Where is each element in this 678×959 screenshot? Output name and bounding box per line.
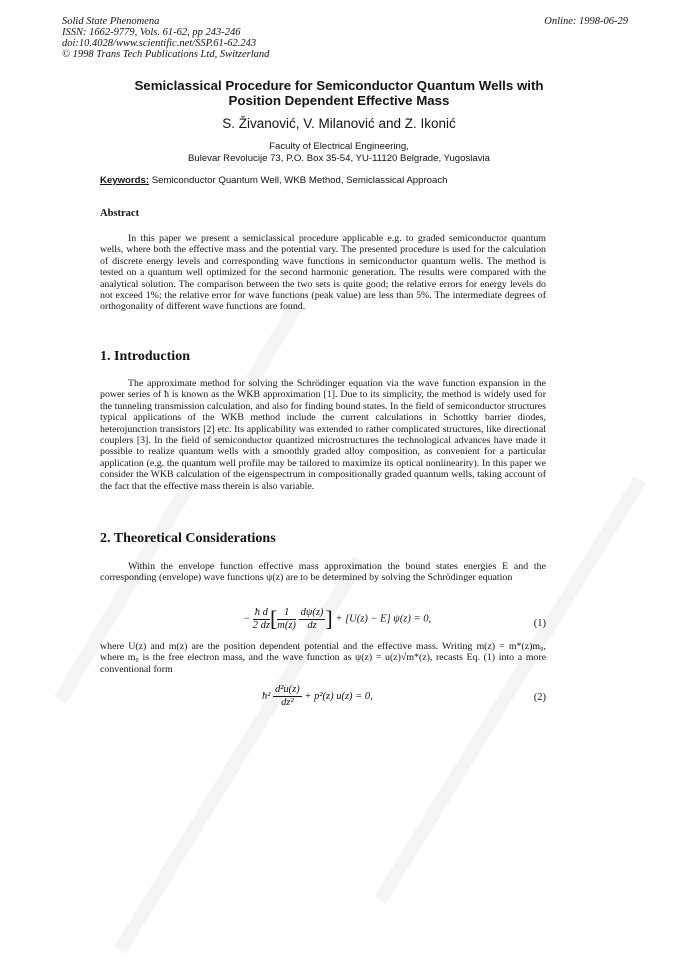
eq2-frac [273, 684, 302, 709]
keywords-text: Semiconductor Quantum Well, WKB Method, Semiclassical Approach [149, 175, 448, 186]
eq1-dpsi: dψ(z) [300, 606, 324, 618]
eq1-one: 1 [277, 607, 296, 620]
eq2-denominator: dz² [281, 697, 294, 708]
eq1-bracket-open: [ [269, 606, 278, 631]
equation-2 [262, 684, 373, 709]
eq1-frac-dpsi [299, 607, 326, 632]
issn-line: ISSN: 1662-9779, Vols. 61-62, pp 243-246 [62, 27, 241, 38]
section-1-heading: 1. Introduction [100, 349, 190, 364]
journal-header [62, 16, 269, 60]
section-2-text: Within the envelope function effective mass approximation the bound states energies E and the corresponding (envelope) wave functions ψ(z) are to be determined by solving the Schrödinger equation [100, 561, 546, 584]
affiliation-line-1: Faculty of Electrical Engineering, [269, 141, 409, 152]
eq1-frac-1m [277, 607, 296, 632]
keywords [100, 175, 447, 186]
abstract-heading: Abstract [100, 208, 140, 219]
section-1-text: The approximate method for solving the Schrödinger equation via the wave function expansion in the power series of ħ is known as the WKB approximation [1]. Due to its simplicity, the method is widely used for the tunneling transmission calculation, and also for finding bound states. In the field of semiconductor structures typical applications of the WKB method include the current calculations in Schottky barrier diodes, heterojunction transistors [2] etc. Its applicability was extended to rather complicated structures, like directional couplers [3]. In the field of semiconductor quantized microstructures the technological advances have made it possible to realize quantum wells with a smoothly graded alloy composition, as convenient for a particular application (e.g. the quantum well profile may be tailored to maximize its optical nonlinearity). In this paper we consider the WKB calculation of the eigenspectrum in compositionally graded quantum wells, taking account of the fact that the effective mass therein is also variable. [100, 378, 546, 492]
equation-1-number: (1) [533, 618, 546, 629]
eq1-frac-hd [253, 607, 270, 632]
doi-line: doi:10.4028/www.scientific.net/SSP.61-62.243 [62, 38, 257, 49]
title-line-1: Semiclassical Procedure for Semiconductor Quantum Wells with [134, 78, 544, 93]
eq2-hbar-squared: ħ² [262, 690, 271, 702]
copyright-line: © 1998 Trans Tech Publications Ltd, Switzerland [62, 49, 270, 60]
eq1-bracket-close: ] [325, 606, 333, 631]
abstract-text: In this paper we present a semiclassical procedure applicable e.g. to graded semiconductor quantum wells, where both the effective mass and the potential vary. The presented procedure is used for the calculation of discrete energy levels and corresponding wave functions in semiconductor quantum wells. The method is tested on a quantum well optimized for the second harmonic generation. The results were compared with the analytical solution. The comparison between the two sets is quite good; the relative errors for energy levels do not exceed 1%; the relative error for wave functions (peak value) are less than 5%. The intermediate degrees of orthogonality of different wave functions are found. [100, 233, 546, 313]
online-date: Online: 1998-06-29 [544, 16, 628, 27]
eq1-hd: ħ d [253, 607, 270, 620]
authors: S. Živanović, V. Milanović and Z. Ikonić [222, 116, 456, 131]
eq1-mz: m(z) [277, 619, 296, 631]
section-2-heading: 2. Theoretical Considerations [100, 531, 276, 546]
keywords-label: Keywords: [100, 175, 150, 186]
eq2-numerator: d²u(z) [275, 684, 300, 695]
eq1-minus: − [243, 613, 251, 625]
eq1-dz: dz [307, 619, 317, 631]
journal-name: Solid State Phenomena [62, 16, 160, 27]
eq2-rest: + p²(z) u(z) = 0, [304, 690, 373, 702]
equation-2-number: (2) [533, 692, 546, 703]
affiliation-line-2: Bulevar Revolucije 73, P.O. Box 35-54, YU-11120 Belgrade, Yugoslavia [187, 152, 491, 164]
affiliation [100, 141, 578, 164]
eq1-rest: + [U(z) − E] ψ(z) = 0, [335, 613, 432, 625]
paper-title [100, 78, 578, 108]
title-line-2: Position Dependent Effective Mass [228, 93, 450, 108]
eq1-2dz: 2 dz [252, 619, 270, 631]
section-2-text-after-eq1: where U(z) and m(z) are the position dependent potential and the effective mass. Writing m(z) = m*(z)m₀, where m₀ is the free electron mass, and the wave function as ψ(z) = u(z)√m*(z), recasts Eq. (1) into a more conventional form [100, 641, 546, 675]
equation-1 [243, 606, 431, 632]
